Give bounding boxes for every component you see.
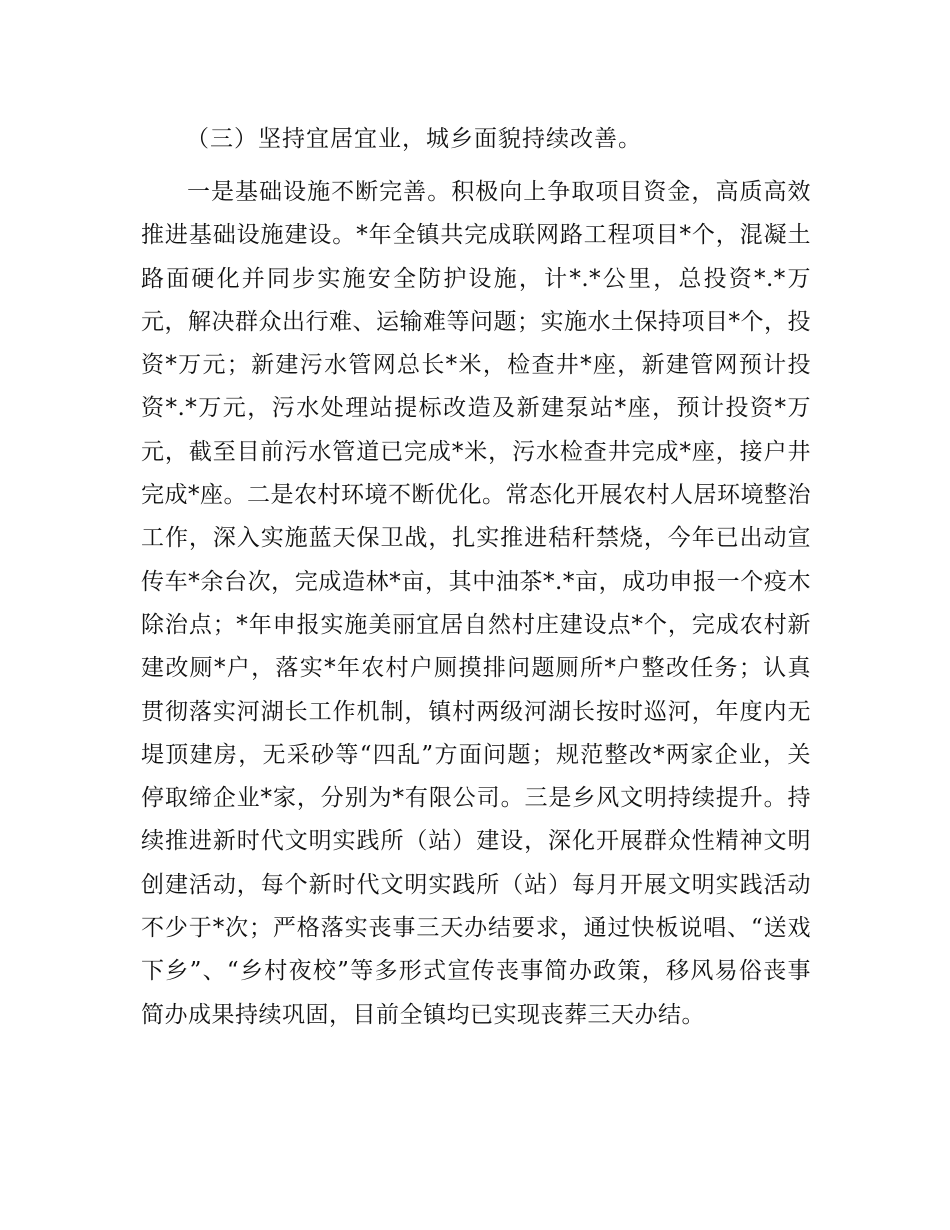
body-paragraph: 一是基础设施不断完善。积极向上争取项目资金，高质高效推进基础设施建设。*年全镇共完成联网路工程项目*个，混凝土路面硬化并同步实施安全防护设施，计*.*公里，总投资*.*万元，解决群众出行难、运输难等问题；实施水土保持项目*个，投资*万元；新建污水管网总长*米，检查井*座，新建管网预计投资*.*万元，污水处理站提标改造及新建泵站*座，预计投资*万元，截至目前污水管道已完成*米，污水检查井完成*座，接户井完成*座。二是农村环境不断优化。常态化开展农村人居环境整治工作，深入实施蓝天保卫战，扎实推进秸秆禁烧，今年已出动宣传车*余台次，完成造林*亩，其中油茶*.*亩，成功申报一个疫木除治点；*年申报实施美丽宜居自然村庄建设点*个，完成农村新建改厕*户，落实*年农村户厕摸排问题厕所*户整改任务；认真贯彻落实河湖长工作机制，镇村两级河湖长按时巡河，年度内无堤顶建房，无采砂等“四乱”方面问题；规范整改*两家企业，关停取缔企业*家，分别为*有限公司。三是乡风文明持续提升。持续推进新时代文明实践所（站）建设，深化开展群众性精神文明创建活动，每个新时代文明实践所（站）每月开展文明实践活动不少于*次；严格落实丧事三天办结要求，通过快板说唱、“送戏下乡”、“乡村夜校”等多形式宣传丧事简办政策，移风易俗丧事简办成果持续巩固，目前全镇均已实现丧葬三天办结。	[141, 179, 811, 1028]
section-heading: （三）坚持宜居宜业，城乡面貌持续改善。	[186, 126, 642, 152]
